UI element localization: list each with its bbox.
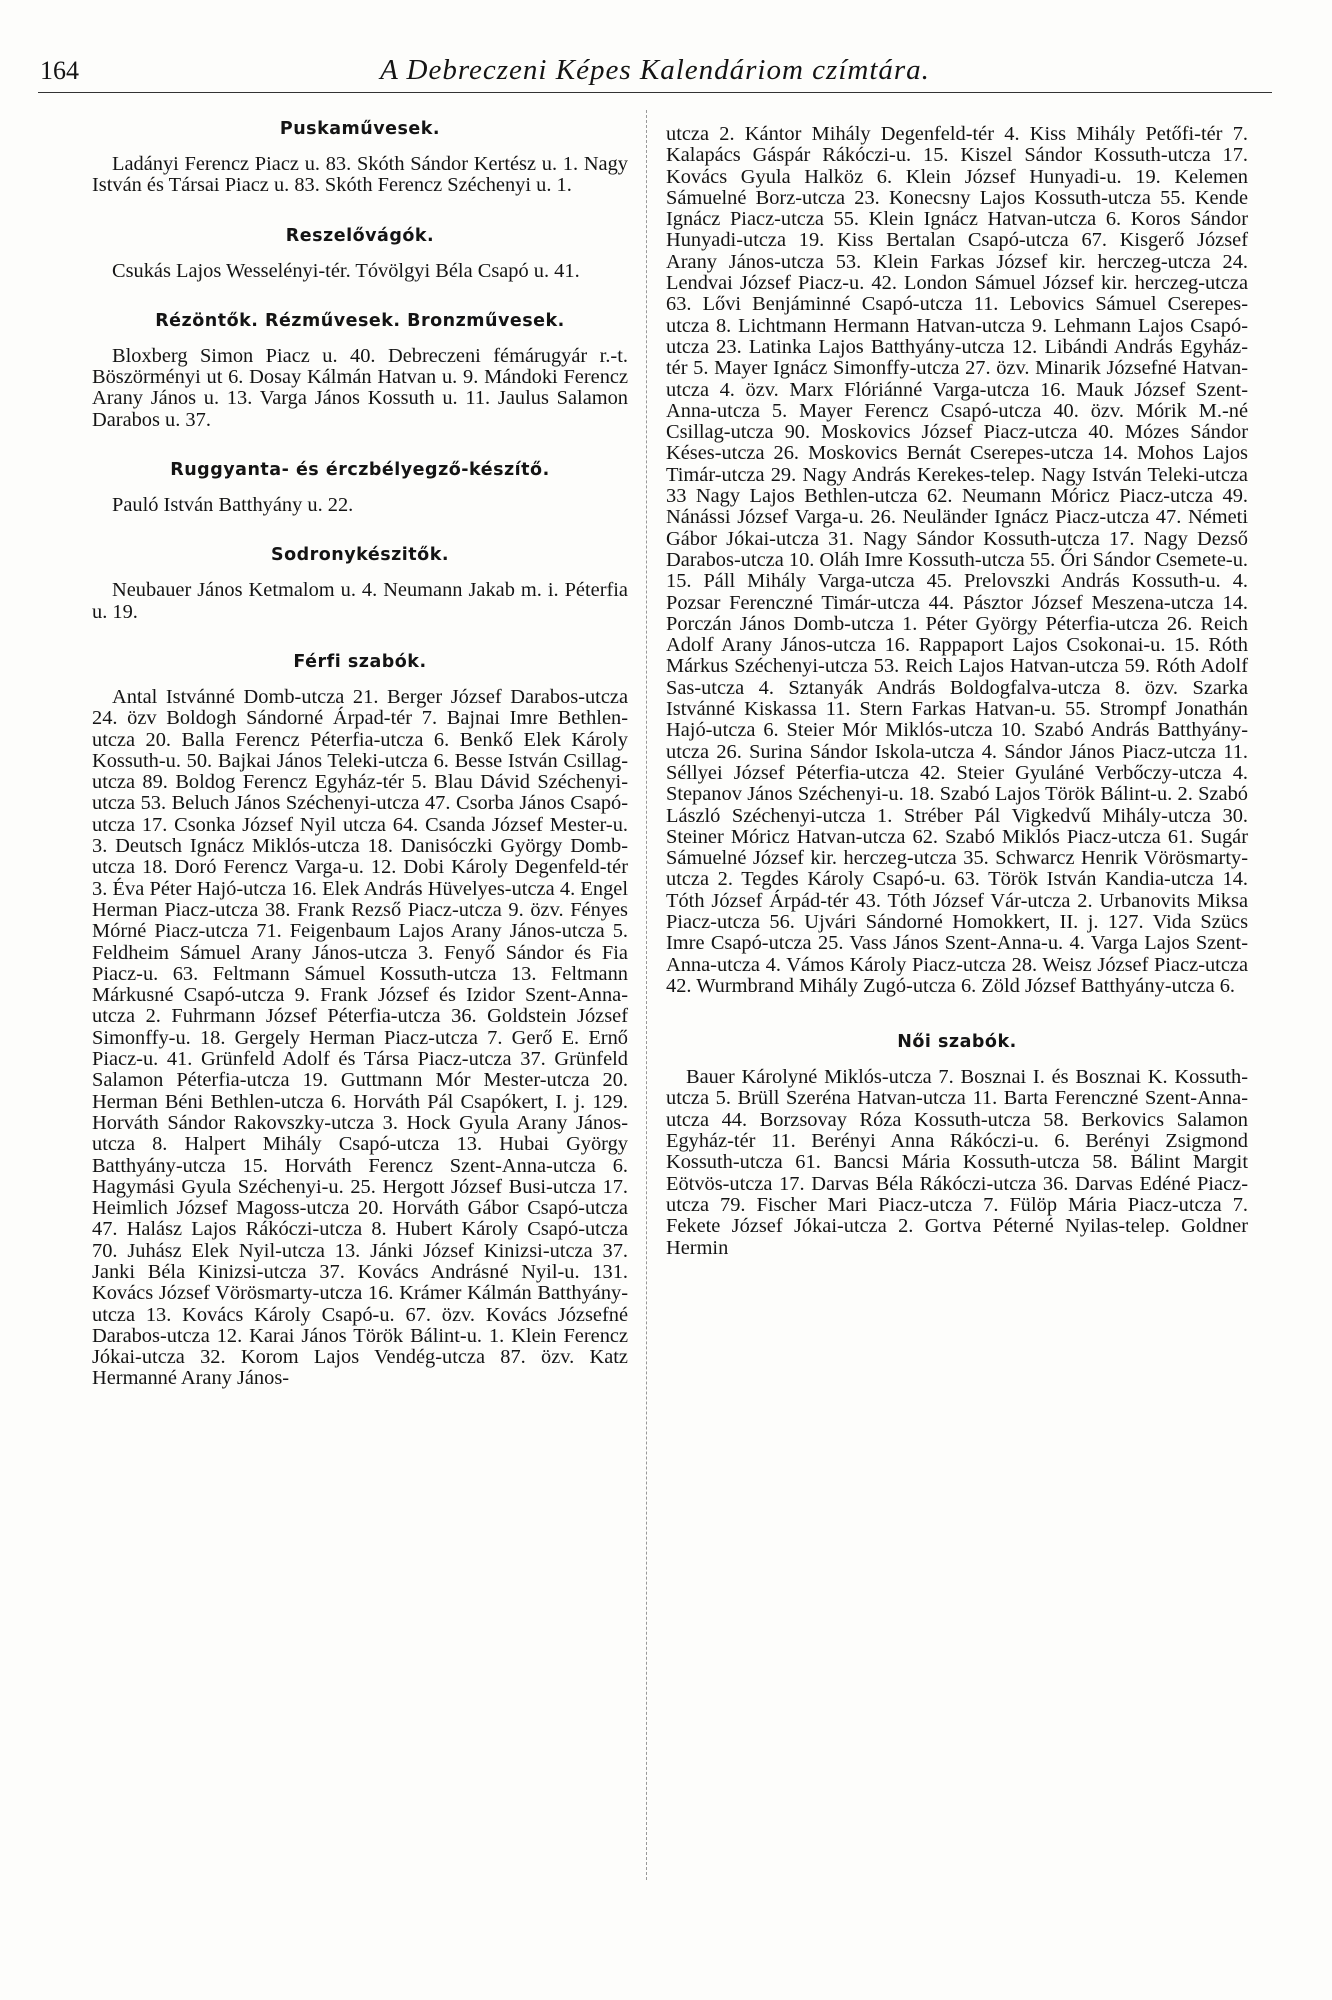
section-heading: Reszelővágók.	[285, 225, 435, 246]
section-ferfi-szabok-continued	[666, 124, 1248, 997]
section-sodronykeszitok	[92, 544, 628, 623]
section-heading: Férfi szabók.	[293, 651, 427, 672]
section-ruggyanta	[92, 459, 628, 516]
section-ferfi-szabok	[92, 651, 628, 1390]
section-rezontok	[92, 310, 628, 431]
section-heading: Sodronykészitők.	[271, 545, 449, 566]
section-entries: Neubauer János Ketmalom u. 4. Neumann Jakab m. i. Péterfia u. 19.	[92, 579, 628, 623]
section-reszelovagok	[92, 225, 628, 282]
section-entries: Bauer Károlyné Miklós-utcza 7. Bosznai I. és Bosznai K. Kossuth-utcza 5. Brüll Szeréna Hatvan-utcza 11. Barta Ferenczné Szent-Anna-utcza 44. Borzsovay Róza Kossuth-utcza 58. Berkovics Salamon Egyház-tér 11. Berényi Anna Rákóczi-u. 6. Berényi Zsigmond Kossuth-utcza 61. Bancsi Mária Kossuth-utcza 58. Bálint Margit Eötvös-utcza 17. Darvas Béla Rákóczi-utcza 36. Darvas Edéné Piacz-utcza 79. Fischer Mari Piacz-utcza 7. Fülöp Mária Piacz-utcza 7. Fekete József Jókai-utcza 2. Gortva Péterné Nyilas-telep. Goldner Hermin	[666, 1066, 1248, 1259]
section-heading: Női szabók.	[897, 1032, 1017, 1053]
section-noi-szabok	[666, 1031, 1248, 1259]
running-title: A Debreczeni Képes Kalendáriom czímtára.	[380, 54, 930, 86]
section-entries: Bloxberg Simon Piacz u. 40. Debreczeni fémárugyár r.-t. Böszörményi ut 6. Dosay Kálmán Hatvan u. 9. Mándoki Ferencz Arany János u. 13. Varga János Kossuth u. 11. Jaulus Salamon Darabos u. 37.	[92, 344, 628, 431]
section-heading: Ruggyanta- és érczbélyegző-készítő.	[170, 460, 550, 481]
section-entries: Ladányi Ferencz Piacz u. 83. Skóth Sándor Kertész u. 1. Nagy István és Társai Piacz u. 83. Skóth Ferencz Széchenyi u. 1.	[92, 153, 628, 197]
page-header	[38, 52, 1272, 93]
column-divider	[646, 110, 647, 1880]
section-entries: Csukás Lajos Wesselényi-tér. Tóvölgyi Béla Csapó u. 41.	[112, 259, 580, 282]
section-entries: Pauló István Batthyány u. 22.	[112, 494, 354, 517]
left-column	[92, 118, 628, 1418]
section-heading: Rézöntők. Rézművesek. Bronzművesek.	[155, 310, 565, 331]
page-number: 164	[40, 56, 79, 85]
section-entries: Antal Istvánné Domb-utcza 21. Berger József Darabos-utcza 24. özv Boldogh Sándorné Árpad-tér 7. Bajnai Imre Bethlen-utcza 20. Balla Ferencz Péterfia-utcza 6. Benkő Elek Károly Kossuth-u. 50. Bajkai János Teleki-utcza 6. Besse István Csillag-utcza 89. Boldog Ferencz Egyház-tér 5. Blau Dávid Széchenyi-utcza 53. Beluch János Széchenyi-utcza 47. Csorba János Csapó-utcza 17. Csonka József Nyil utcza 64. Csanda József Mester-u. 3. Deutsch Ignácz Miklós-utcza 18. Danisóczki György Domb-utcza 18. Doró Ferencz Varga-u. 12. Dobi Károly Degenfeld-tér 3. Éva Péter Hajó-utcza 16. Elek András Hüvelyes-utcza 4. Engel Herman Piacz-utcza 38. Frank Rezső Piacz-utcza 9. özv. Fényes Mórné Piacz-utcza 71. Feigenbaum Lajos Arany János-utcza 5. Feldheim Sámuel Arany János-utcza 3. Fenyő Sándor és Fia Piacz-u. 63. Feltmann Sámuel Kossuth-utcza 13. Feltmann Márkusné Csapó-utcza 9. Frank József és Izidor Szent-Anna-utcza 2. Fuhrmann József Péterfia-utcza 36. Goldstein József Simonffy-u. 18. Gergely Herman Piacz-utcza 7. Gerő E. Ernő Piacz-u. 41. Grünfeld Adolf és Társa Piacz-utcza 37. Grünfeld Salamon Péterfia-utcza 19. Guttmann Mór Mester-utcza 20. Herman Béni Bethlen-utcza 6. Horváth Pál Csapókert, I. j. 129. Horváth Sándor Rakovszky-utcza 3. Hock Gyula Arany János-utcza 8. Halpert Mihály Csapó-utcza 13. Hubai György Batthyány-utcza 15. Horváth Ferencz Szent-Anna-utcza 6. Hagymási Gyula Széchenyi-u. 25. Hergott József Busi-utcza 17. Heimlich József Magoss-utcza 20. Horváth Gábor Csapó-utcza 47. Halász Lajos Rákóczi-utcza 8. Hubert Károly Csapó-utcza 70. Juhász Elek Nyil-utcza 13. Jánki József Kinizsi-utcza 37. Janki Béla Kinizsi-utcza 37. Kovács Andrásné Nyil-u. 131. Kovács József Vörösmarty-utcza 16. Krámer Kálmán Batthyány-utcza 13. Kovács Károly Csapó-u. 67. özv. Kovács Józsefné Darabos-utcza 12. Karai János Török Bálint-u. 1. Klein Ferencz Jókai-utcza 32. Korom Lajos Vendég-utcza 87. özv. Katz Hermanné Arany János-	[92, 685, 628, 1390]
section-heading: Puskaművesek.	[279, 119, 441, 139]
right-column	[666, 124, 1248, 1287]
section-entries: utcza 2. Kántor Mihály Degenfeld-tér 4. Kiss Mihály Petőfi-tér 7. Kalapács Gáspár Rákóczi-u. 15. Kiszel Sándor Kossuth-utcza 17. Kovács Gyula Halköz 6. Klein József Hunyadi-u. 19. Kelemen Sámuelné Borz-utcza 23. Konecsny Lajos Kossuth-utcza 55. Kende Ignácz Piacz-utcza 55. Klein Ignácz Hatvan-utcza 6. Koros Sándor Hunyadi-utcza 19. Kiss Bertalan Csapó-utcza 67. Kisgerő József Arany János-utcza 53. Klein Farkas József kir. herczeg-utcza 24. Lendvai József Piacz-u. 42. London Sámuel József kir. herczeg-utcza 63. Lővi Benjáminné Csapó-utcza 11. Lebovics Sámuel Cserepes-utcza 8. Lichtmann Hermann Hatvan-utcza 9. Lehmann Lajos Csapó-utcza 23. Latinka Lajos Batthyány-utcza 12. Libándi András Egyház-tér 5. Mayer Ignácz Simonffy-utcza 27. özv. Minarik Józsefné Hatvan-utcza 4. özv. Marx Flóriánné Varga-utcza 16. Mauk József Szent-Anna-utcza 5. Mayer Ferencz Csapó-utcza 40. özv. Mórik M.-né Csillag-utcza 90. Moskovics József Piacz-utcza 40. Mózes Sándor Késes-utcza 26. Moskovics Bernát Cserepes-utcza 14. Mohos Lajos Timár-utcza 29. Nagy András Kerekes-telep. Nagy István Teleki-utcza 33 Nagy Lajos Bethlen-utcza 62. Neumann Móricz Piacz-utcza 49. Nánássi József Varga-u. 26. Neuländer Ignácz Piacz-utcza 47. Németi Gábor Jókai-utcza 31. Nagy Sándor Kossuth-utcza 17. Nagy Dezső Darabos-utcza 10. Oláh Imre Kossuth-utcza 55. Őri Sándor Csemete-u. 15. Páll Mihály Varga-utcza 45. Prelovszki András Kossuth-u. 4. Pozsar Ferenczné Timár-utcza 44. Pásztor József Meszena-utcza 14. Porczán János Domb-utcza 1. Péter György Péterfia-utcza 26. Reich Adolf Arany János-utcza 16. Rappaport Lajos Csokonai-u. 15. Róth Márkus Széchenyi-utcza 53. Reich Lajos Hatvan-utcza 59. Róth Adolf Sas-utcza 4. Sztanyák András Boldogfalva-utcza 8. özv. Szarka Istvánné Kiskassa 11. Stern Farkas Hatvan-u. 55. Strompf Jonathán Hajó-utcza 6. Steier Mór Miklós-utcza 10. Szabó András Batthyány-utcza 26. Surina Sándor Iskola-utcza 4. Sándor János Piacz-utcza 11. Séllyei József Péterfia-utcza 42. Steier Gyuláné Verbőczy-utcza 4. Stepanov János Széchenyi-u. 18. Szabó Lajos Török Bálint-u. 2. Szabó László Széchenyi-utcza 1. Stréber Pál Vigkedvű Mihály-utcza 30. Steiner Móricz Hatvan-utcza 62. Szabó Miklós Piacz-utcza 61. Sugár Sámuelné József kir. herczeg-utcza 35. Schwarcz Henrik Vörösmarty-utcza 2. Tegdes Károly Csapó-u. 63. Török István Kandia-utcza 14. Tóth József Árpád-tér 43. Tóth József Vár-utcza 2. Urbanovits Miksa Piacz-utcza 56. Ujvári Sándorné Homokkert, II. j. 127. Vida Szücs Imre Csapó-utcza 25. Vass János Szent-Anna-u. 4. Varga Lajos Szent-Anna-utcza 4. Vámos Károly Piacz-utcza 28. Weisz József Piacz-utcza 42. Wurmbrand Mihály Zugó-utcza 6. Zöld József Batthyány-utcza 6.	[666, 123, 1248, 997]
section-puskamuvesek	[92, 118, 628, 197]
